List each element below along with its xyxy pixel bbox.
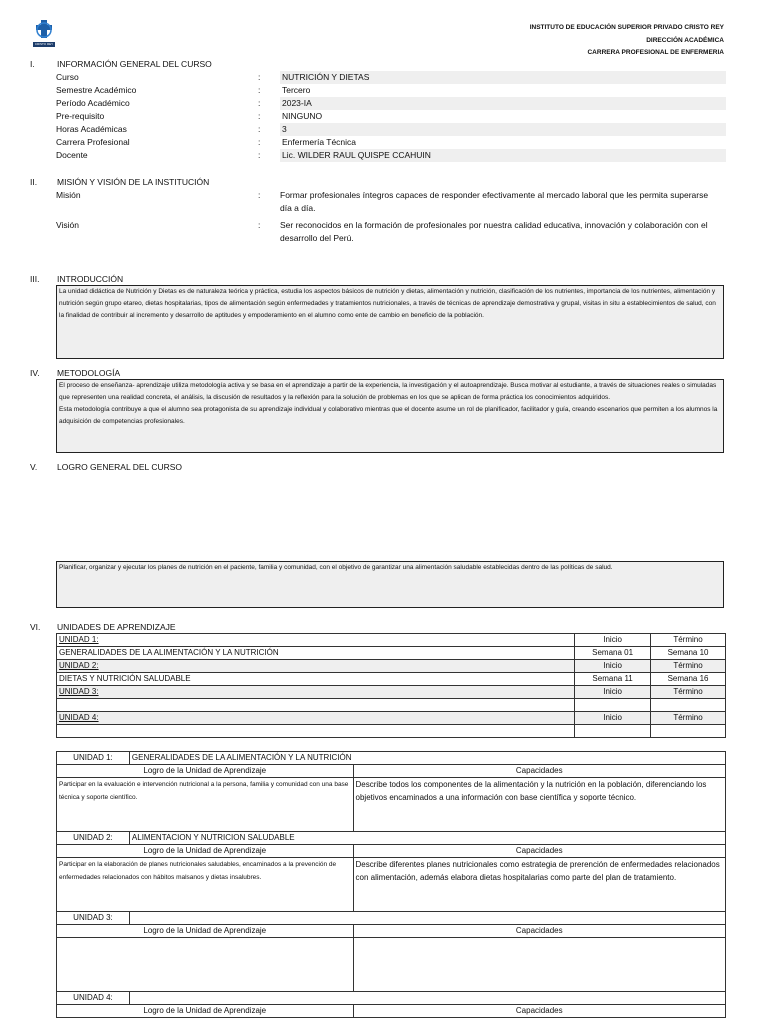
logro-text: Participar en la evaluación e intervención nutricional a la persona, familia y comunidad con una base técnica y soporte científico. [57, 778, 354, 832]
info-colon: : [258, 98, 261, 108]
info-colon: : [258, 220, 261, 230]
unit-name [57, 699, 575, 712]
general-achievement-text: Planificar, organizar y ejecutar los planes de nutrición en el paciente, familia y comunidad, con el objetivo de garantizar una alimentación saludable establecidas dentro de las políticas de salud. [56, 561, 724, 608]
unit-label: UNIDAD 3: [57, 912, 130, 925]
table-row [57, 858, 726, 912]
logo-caption: CRISTO REY [34, 42, 54, 46]
logro-text [57, 938, 354, 992]
mision-text: Formar profesionales íntegros capaces de responder efectivamente al mercado laboral que les permita superarse día a día. [280, 190, 709, 213]
end-header: Término [651, 660, 726, 673]
section-4-title [30, 368, 120, 378]
logro-text: Participar en la elaboración de planes nutricionales saludables, encaminados a la prevención de enfermedades relacionados con hábitos malsanos y dietas insalubres. [57, 858, 354, 912]
info-label: Pre-requisito [56, 111, 105, 121]
unit-start: Semana 01 [575, 647, 651, 660]
section-number: VI. [30, 622, 41, 632]
start-header: Inicio [575, 634, 651, 647]
info-colon: : [258, 85, 261, 95]
info-label: Docente [56, 150, 88, 160]
unit-label: UNIDAD 3: [57, 686, 575, 699]
section-title: METODOLOGÍA [57, 368, 121, 378]
section-3-title [30, 274, 123, 284]
unit-end: Semana 16 [651, 673, 726, 686]
unit-label: UNIDAD 1: [57, 634, 575, 647]
table-row [57, 660, 726, 673]
start-header: Inicio [575, 660, 651, 673]
unit-name: ALIMENTACION Y NUTRICION SALUDABLE [129, 832, 725, 845]
capacidades-text: Describe todos los componentes de la alimentación y la nutrición en la población, diferenciando los objetivos encaminados a una información con base científica y soporte técnico. [353, 778, 725, 832]
introduction-text: La unidad didáctica de Nutrición y Dietas es de naturaleza teórica y práctica, estudia los aspectos básicos de nutrición y dietas, alimentación y nutrición, clasificación de los nutrientes, importancia de los nutrientes, alimentación y nutrición según grupo etareo, dietas hospitalarias, tipos de alimentación según enfermedades y tratamientos nutricionales, a través de técnicas de aprendizaje demostrativa y grupal, visitas in situ a establecimientos de salud, con la finalidad de contribuir al incremento y desarrollo de aptitudes y empoderamiento en el alumno como ente de cambio en beneficio de la población. [56, 285, 724, 359]
logro-header: Logro de la Unidad de Aprendizaje [57, 925, 354, 938]
capacidades-header: Capacidades [353, 1005, 725, 1018]
start-header: Inicio [575, 712, 651, 725]
table-row [57, 647, 726, 660]
logro-header: Logro de la Unidad de Aprendizaje [57, 1005, 354, 1018]
mision-label: Misión [56, 190, 81, 200]
methodology-box [56, 379, 724, 453]
unit-end: Semana 10 [651, 647, 726, 660]
start-header: Inicio [575, 686, 651, 699]
vision-text: Ser reconocidos en la formación de profesionales por nuestra calidad educativa, innovación y colaboración con el desarrollo del Perú. [280, 220, 708, 243]
info-row-horas [56, 123, 726, 136]
table-row [57, 912, 726, 925]
section-number: V. [30, 462, 38, 472]
capacidades-header: Capacidades [353, 765, 725, 778]
unit-end [651, 699, 726, 712]
section-2-title [30, 177, 209, 187]
capacidades-text: Describe diferentes planes nutricionales como estrategia de prerención de enfermedades relacionados con alimentación, además elabora dietas hospitalarias como parte del plan de tratamiento. [353, 858, 725, 912]
section-title: UNIDADES DE APRENDIZAJE [57, 622, 176, 632]
units-table [56, 633, 726, 738]
unit-label: UNIDAD 1: [57, 752, 130, 765]
unit-label: UNIDAD 4: [57, 712, 575, 725]
table-row [57, 992, 726, 1005]
section-title: LOGRO GENERAL DEL CURSO [57, 462, 183, 472]
info-label: Carrera Profesional [56, 137, 130, 147]
section-title: INTRODUCCIÓN [57, 274, 124, 284]
table-row [57, 752, 726, 765]
unit-name [57, 725, 575, 738]
info-colon: : [258, 72, 261, 82]
unit-label: UNIDAD 2: [57, 660, 575, 673]
info-row-semestre [56, 84, 726, 97]
logro-header: Logro de la Unidad de Aprendizaje [57, 845, 354, 858]
unit-name [129, 992, 725, 1005]
info-label: Curso [56, 72, 79, 82]
unit-start [575, 725, 651, 738]
info-value: Enfermería Técnica [282, 137, 357, 147]
table-row [57, 686, 726, 699]
unit-end [651, 725, 726, 738]
institution-logo [30, 18, 58, 50]
info-row-curso [56, 71, 726, 84]
vision-row [56, 219, 726, 247]
end-header: Término [651, 634, 726, 647]
info-row-prerequisito [56, 110, 726, 123]
section-title: MISIÓN Y VISIÓN DE LA INSTITUCIÓN [57, 177, 210, 187]
table-row [57, 1005, 726, 1018]
info-colon: : [258, 124, 261, 134]
logro-header: Logro de la Unidad de Aprendizaje [57, 765, 354, 778]
vision-label: Visión [56, 220, 79, 230]
info-label: Período Académico [56, 98, 130, 108]
info-colon: : [258, 150, 261, 160]
table-row [57, 765, 726, 778]
institution-name: INSTITUTO DE EDUCACIÓN SUPERIOR PRIVADO CRISTO REY [529, 24, 724, 31]
table-row [57, 699, 726, 712]
table-row [57, 634, 726, 647]
info-value: Lic. WILDER RAUL QUISPE CCAHUIN [280, 149, 726, 162]
info-colon: : [258, 190, 261, 200]
section-5-title [30, 462, 182, 472]
section-1-title [30, 59, 212, 69]
unit-detail-table [56, 751, 726, 1018]
section-number: I. [30, 59, 35, 69]
capacidades-text [353, 938, 725, 992]
mision-row [56, 189, 726, 217]
section-6-title [30, 622, 176, 632]
table-row [57, 832, 726, 845]
section-number: III. [30, 274, 40, 284]
table-row [57, 778, 726, 832]
methodology-text-2: Esta metodología contribuye a que el alumno sea protagonista de su aprendizaje individual y colaborativo mientras que el docente asume un rol de planificador, facilitador y guía, creando escenarios que permiten a los alumnos la adquisición de competencias profesionales. [59, 406, 718, 425]
section-number: IV. [30, 368, 40, 378]
info-row-periodo [56, 97, 726, 110]
info-value: NUTRICIÓN Y DIETAS [280, 71, 726, 84]
capacidades-header: Capacidades [353, 845, 725, 858]
unit-start [575, 699, 651, 712]
academic-direction: DIRECCIÓN ACADÉMICA [646, 36, 724, 44]
info-value: 3 [280, 123, 726, 136]
methodology-text-1: El proceso de enseñanza- aprendizaje utiliza metodología activa y se basa en el aprendizaje a partir de la experiencia, la investigación y el autoaprendizaje. Busca motivar al estudiante, a través de situaciones reales o simuladas que representen una realidad concreta, el análisis, la discusión de resultados y la reflexión para la solución de problemas en los que se aplican de forma práctica los conocimientos adquiridos. [59, 382, 717, 401]
section-title: INFORMACIÓN GENERAL DEL CURSO [57, 59, 212, 69]
info-row-carrera [56, 136, 726, 149]
info-colon: : [258, 111, 261, 121]
info-row-docente [56, 149, 726, 162]
unit-name: GENERALIDADES DE LA ALIMENTACIÓN Y LA NUTRICIÓN [57, 647, 575, 660]
info-value: 2023-IA [280, 97, 726, 110]
unit-label: UNIDAD 4: [57, 992, 130, 1005]
table-row [57, 712, 726, 725]
career-name: CARRERA PROFESIONAL DE ENFERMERIA [587, 49, 724, 56]
table-row [57, 938, 726, 992]
unit-start: Semana 11 [575, 673, 651, 686]
institution-header [530, 22, 724, 60]
table-row [57, 845, 726, 858]
table-row [57, 725, 726, 738]
info-colon: : [258, 137, 261, 147]
end-header: Término [651, 712, 726, 725]
table-row [57, 925, 726, 938]
info-label: Horas Académicas [56, 124, 127, 134]
unit-name: GENERALIDADES DE LA ALIMENTACIÓN Y LA NUTRICIÓN [129, 752, 725, 765]
unit-label: UNIDAD 2: [57, 832, 130, 845]
info-label: Semestre Académico [56, 85, 137, 95]
info-value: NINGUNO [282, 111, 323, 121]
unit-name: DIETAS Y NUTRICIÓN SALUDABLE [57, 673, 575, 686]
table-row [57, 673, 726, 686]
unit-name [129, 912, 725, 925]
capacidades-header: Capacidades [353, 925, 725, 938]
end-header: Término [651, 686, 726, 699]
section-number: II. [30, 177, 38, 187]
info-value: Tercero [282, 85, 311, 95]
